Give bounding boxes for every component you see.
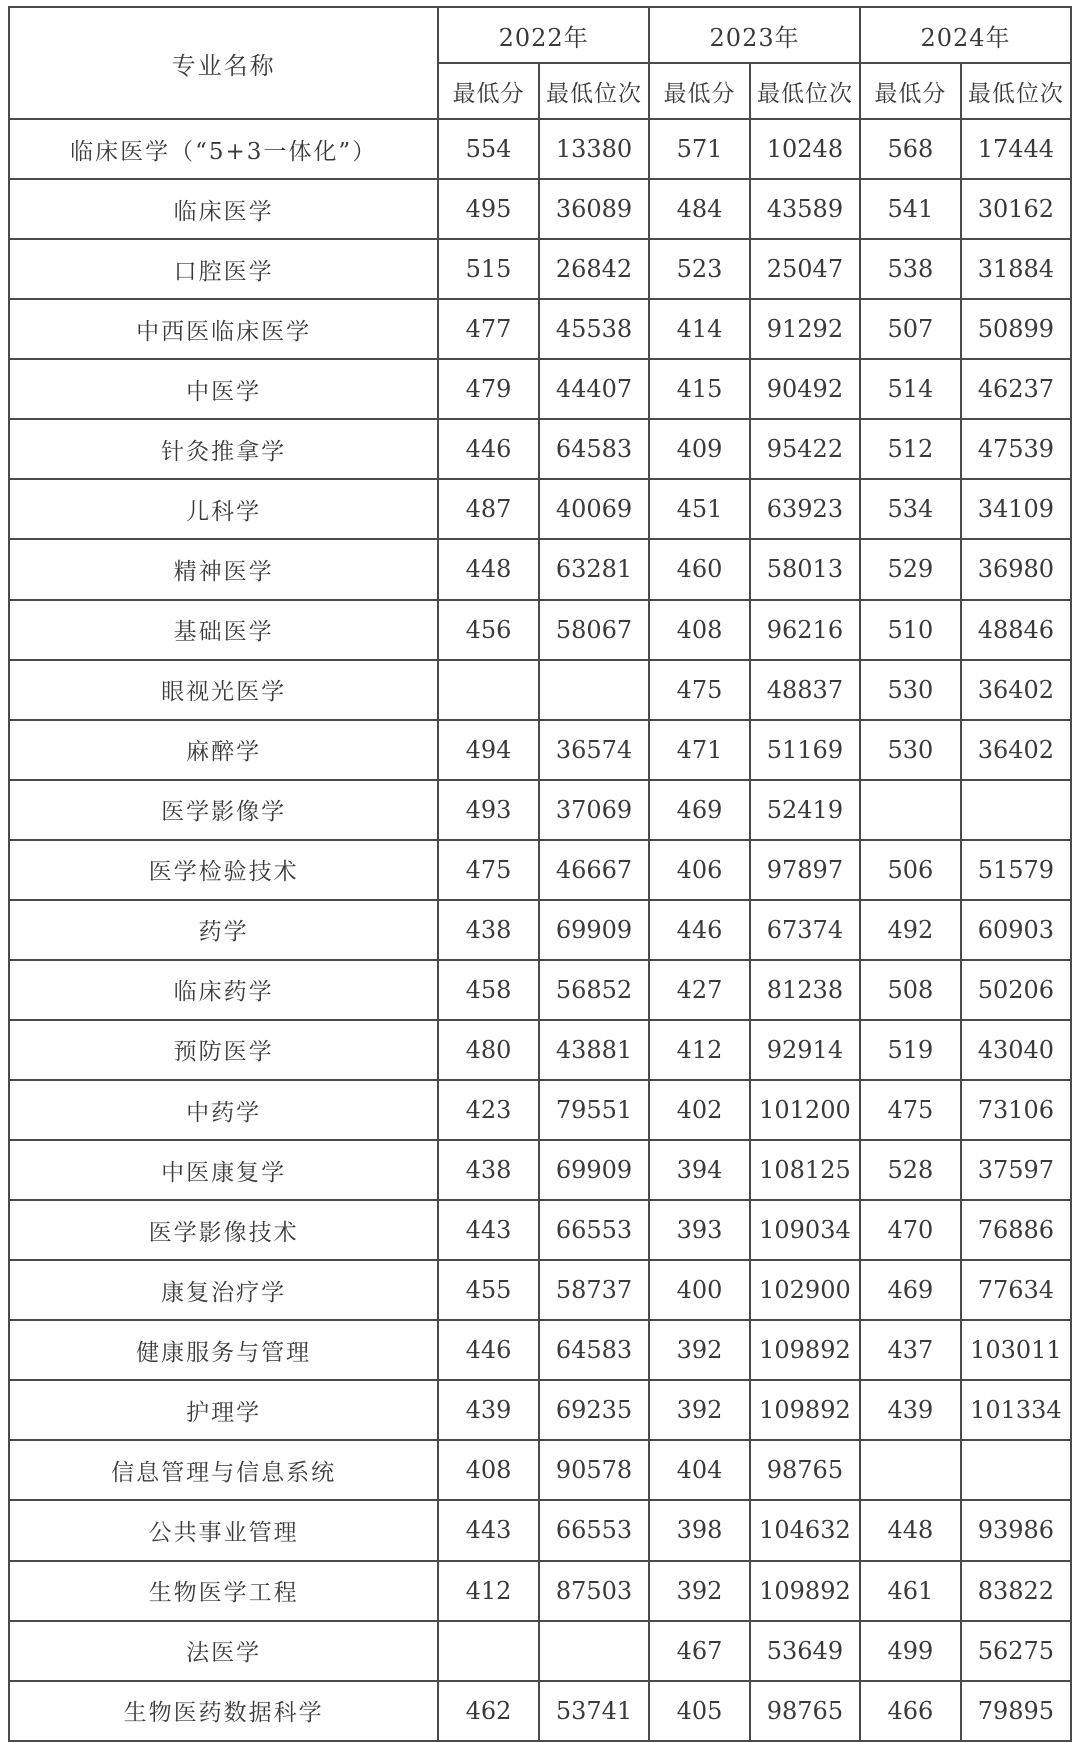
score-cell: 97897 <box>750 840 860 900</box>
score-cell: 101334 <box>961 1380 1071 1440</box>
score-cell: 91292 <box>750 299 860 359</box>
table-row <box>9 1380 1071 1440</box>
score-cell: 446 <box>438 419 539 479</box>
score-cell: 423 <box>438 1080 539 1140</box>
score-cell: 13380 <box>539 119 649 179</box>
table-row <box>9 1500 1071 1560</box>
score-cell: 470 <box>860 1200 961 1260</box>
major-name-cell: 麻醉学 <box>9 720 438 780</box>
score-cell: 90492 <box>750 359 860 419</box>
table-row <box>9 479 1071 539</box>
table-row <box>9 419 1071 479</box>
score-cell: 66553 <box>539 1200 649 1260</box>
table-row <box>9 600 1071 660</box>
score-cell: 408 <box>438 1440 539 1500</box>
score-cell: 519 <box>860 1020 961 1080</box>
score-cell: 51169 <box>750 720 860 780</box>
score-cell <box>961 1440 1071 1500</box>
min-rank-header: 最低位次 <box>961 63 1071 119</box>
score-cell: 477 <box>438 299 539 359</box>
score-cell: 475 <box>438 840 539 900</box>
score-cell: 484 <box>649 179 750 239</box>
score-cell: 409 <box>649 419 750 479</box>
score-cell: 506 <box>860 840 961 900</box>
table-row <box>9 1681 1071 1741</box>
major-name-cell: 公共事业管理 <box>9 1500 438 1560</box>
score-cell: 56275 <box>961 1621 1071 1681</box>
score-cell: 451 <box>649 479 750 539</box>
score-cell <box>438 1621 539 1681</box>
table-row <box>9 1561 1071 1621</box>
score-cell: 515 <box>438 239 539 299</box>
table-row <box>9 660 1071 720</box>
score-cell: 495 <box>438 179 539 239</box>
score-cell: 508 <box>860 960 961 1020</box>
score-cell: 479 <box>438 359 539 419</box>
min-rank-header: 最低位次 <box>539 63 649 119</box>
table-row <box>9 239 1071 299</box>
score-cell: 93986 <box>961 1500 1071 1560</box>
score-cell: 438 <box>438 900 539 960</box>
score-cell: 43881 <box>539 1020 649 1080</box>
score-cell: 36980 <box>961 539 1071 599</box>
score-cell: 392 <box>649 1561 750 1621</box>
major-name-cell: 健康服务与管理 <box>9 1320 438 1380</box>
score-cell: 25047 <box>750 239 860 299</box>
score-cell: 58067 <box>539 600 649 660</box>
score-cell: 448 <box>860 1500 961 1560</box>
score-cell: 63923 <box>750 479 860 539</box>
major-name-cell: 临床医学 <box>9 179 438 239</box>
score-cell: 81238 <box>750 960 860 1020</box>
score-cell: 487 <box>438 479 539 539</box>
score-cell: 45538 <box>539 299 649 359</box>
score-cell: 438 <box>438 1140 539 1200</box>
major-name-cell: 临床药学 <box>9 960 438 1020</box>
score-cell: 53741 <box>539 1681 649 1741</box>
major-name-cell: 医学影像技术 <box>9 1200 438 1260</box>
score-cell <box>860 1440 961 1500</box>
major-name-cell: 生物医学工程 <box>9 1561 438 1621</box>
score-cell: 52419 <box>750 780 860 840</box>
score-cell: 408 <box>649 600 750 660</box>
score-cell: 60903 <box>961 900 1071 960</box>
score-cell: 101200 <box>750 1080 860 1140</box>
score-cell: 439 <box>860 1380 961 1440</box>
score-cell: 400 <box>649 1260 750 1320</box>
table-row <box>9 1621 1071 1681</box>
score-cell: 455 <box>438 1260 539 1320</box>
score-cell: 466 <box>860 1681 961 1741</box>
score-cell: 492 <box>860 900 961 960</box>
score-cell: 392 <box>649 1320 750 1380</box>
score-cell: 36402 <box>961 720 1071 780</box>
score-cell: 523 <box>649 239 750 299</box>
major-name-cell: 儿科学 <box>9 479 438 539</box>
score-cell: 64583 <box>539 419 649 479</box>
score-cell: 69235 <box>539 1380 649 1440</box>
score-cell: 58737 <box>539 1260 649 1320</box>
score-cell: 437 <box>860 1320 961 1380</box>
min-score-header: 最低分 <box>438 63 539 119</box>
major-name-cell: 中医学 <box>9 359 438 419</box>
major-name-header: 专业名称 <box>9 7 438 119</box>
score-cell: 530 <box>860 660 961 720</box>
score-cell: 69909 <box>539 900 649 960</box>
table-row <box>9 840 1071 900</box>
score-cell: 415 <box>649 359 750 419</box>
score-cell: 30162 <box>961 179 1071 239</box>
score-cell: 50899 <box>961 299 1071 359</box>
score-cell: 103011 <box>961 1320 1071 1380</box>
table-row <box>9 299 1071 359</box>
score-cell <box>860 780 961 840</box>
table-row <box>9 179 1071 239</box>
score-cell: 394 <box>649 1140 750 1200</box>
major-name-cell: 预防医学 <box>9 1020 438 1080</box>
score-cell: 538 <box>860 239 961 299</box>
score-cell: 475 <box>649 660 750 720</box>
year-header-row <box>9 7 1071 63</box>
score-cell: 443 <box>438 1500 539 1560</box>
score-cell: 469 <box>860 1260 961 1320</box>
score-cell: 534 <box>860 479 961 539</box>
score-cell: 499 <box>860 1621 961 1681</box>
score-cell: 34109 <box>961 479 1071 539</box>
score-cell: 66553 <box>539 1500 649 1560</box>
score-cell: 90578 <box>539 1440 649 1500</box>
score-cell: 43589 <box>750 179 860 239</box>
major-name-cell: 口腔医学 <box>9 239 438 299</box>
table-row <box>9 900 1071 960</box>
score-cell: 47539 <box>961 419 1071 479</box>
score-cell: 58013 <box>750 539 860 599</box>
score-cell: 51579 <box>961 840 1071 900</box>
table-row <box>9 359 1071 419</box>
min-score-header: 最低分 <box>860 63 961 119</box>
score-cell: 44407 <box>539 359 649 419</box>
score-cell: 469 <box>649 780 750 840</box>
score-cell: 56852 <box>539 960 649 1020</box>
score-cell: 528 <box>860 1140 961 1200</box>
score-cell: 26842 <box>539 239 649 299</box>
table-row <box>9 1020 1071 1080</box>
table-row <box>9 1260 1071 1320</box>
score-cell: 50206 <box>961 960 1071 1020</box>
score-cell: 48837 <box>750 660 860 720</box>
score-cell: 446 <box>438 1320 539 1380</box>
score-cell: 460 <box>649 539 750 599</box>
score-cell: 514 <box>860 359 961 419</box>
score-cell: 10248 <box>750 119 860 179</box>
table-row <box>9 1140 1071 1200</box>
score-cell: 402 <box>649 1080 750 1140</box>
score-cell: 439 <box>438 1380 539 1440</box>
table-body <box>9 119 1071 1741</box>
major-name-cell: 基础医学 <box>9 600 438 660</box>
score-cell: 471 <box>649 720 750 780</box>
score-cell: 507 <box>860 299 961 359</box>
score-cell: 554 <box>438 119 539 179</box>
score-cell: 109034 <box>750 1200 860 1260</box>
score-cell: 392 <box>649 1380 750 1440</box>
score-cell: 404 <box>649 1440 750 1500</box>
score-cell: 67374 <box>750 900 860 960</box>
score-cell: 102900 <box>750 1260 860 1320</box>
major-name-cell: 临床医学（“5+3一体化”） <box>9 119 438 179</box>
score-cell: 571 <box>649 119 750 179</box>
table-header <box>9 7 1071 119</box>
score-cell: 480 <box>438 1020 539 1080</box>
score-cell: 414 <box>649 299 750 359</box>
major-name-cell: 法医学 <box>9 1621 438 1681</box>
score-cell: 406 <box>649 840 750 900</box>
score-cell: 461 <box>860 1561 961 1621</box>
major-name-cell: 针灸推拿学 <box>9 419 438 479</box>
score-cell: 83822 <box>961 1561 1071 1621</box>
score-cell: 87503 <box>539 1561 649 1621</box>
score-cell: 462 <box>438 1681 539 1741</box>
score-cell: 510 <box>860 600 961 660</box>
score-cell: 109892 <box>750 1320 860 1380</box>
table-row <box>9 720 1071 780</box>
score-cell: 456 <box>438 600 539 660</box>
score-cell: 412 <box>649 1020 750 1080</box>
score-cell: 541 <box>860 179 961 239</box>
year-2022-header: 2022年 <box>438 7 649 63</box>
score-cell: 53649 <box>750 1621 860 1681</box>
score-cell: 31884 <box>961 239 1071 299</box>
score-cell: 98765 <box>750 1440 860 1500</box>
major-name-cell: 精神医学 <box>9 539 438 599</box>
score-cell: 92914 <box>750 1020 860 1080</box>
score-cell: 79551 <box>539 1080 649 1140</box>
score-cell: 448 <box>438 539 539 599</box>
score-cell: 76886 <box>961 1200 1071 1260</box>
major-name-cell: 中医康复学 <box>9 1140 438 1200</box>
major-name-cell: 生物医药数据科学 <box>9 1681 438 1741</box>
score-cell: 405 <box>649 1681 750 1741</box>
score-cell: 40069 <box>539 479 649 539</box>
score-cell: 398 <box>649 1500 750 1560</box>
score-cell: 77634 <box>961 1260 1071 1320</box>
table-row <box>9 1320 1071 1380</box>
score-cell <box>539 660 649 720</box>
score-cell: 512 <box>860 419 961 479</box>
score-cell: 568 <box>860 119 961 179</box>
score-cell <box>961 780 1071 840</box>
score-cell <box>438 660 539 720</box>
major-name-cell: 康复治疗学 <box>9 1260 438 1320</box>
score-cell: 79895 <box>961 1681 1071 1741</box>
table-row <box>9 1440 1071 1500</box>
score-cell: 393 <box>649 1200 750 1260</box>
table-row <box>9 1080 1071 1140</box>
table-row <box>9 119 1071 179</box>
score-cell: 475 <box>860 1080 961 1140</box>
major-name-cell: 药学 <box>9 900 438 960</box>
table-row <box>9 1200 1071 1260</box>
year-2023-header: 2023年 <box>649 7 860 63</box>
year-2024-header: 2024年 <box>860 7 1071 63</box>
score-cell: 46237 <box>961 359 1071 419</box>
major-name-cell: 医学检验技术 <box>9 840 438 900</box>
score-cell: 458 <box>438 960 539 1020</box>
score-cell: 493 <box>438 780 539 840</box>
score-cell: 109892 <box>750 1561 860 1621</box>
table-row <box>9 960 1071 1020</box>
score-cell: 37597 <box>961 1140 1071 1200</box>
score-cell: 108125 <box>750 1140 860 1200</box>
score-cell: 98765 <box>750 1681 860 1741</box>
admission-score-table <box>8 6 1072 1742</box>
score-cell: 95422 <box>750 419 860 479</box>
min-score-header: 最低分 <box>649 63 750 119</box>
score-cell: 63281 <box>539 539 649 599</box>
major-name-cell: 中药学 <box>9 1080 438 1140</box>
major-name-cell: 眼视光医学 <box>9 660 438 720</box>
score-cell: 17444 <box>961 119 1071 179</box>
major-name-cell: 医学影像学 <box>9 780 438 840</box>
score-cell: 104632 <box>750 1500 860 1560</box>
score-cell: 529 <box>860 539 961 599</box>
score-cell: 494 <box>438 720 539 780</box>
score-cell: 73106 <box>961 1080 1071 1140</box>
major-name-cell: 中西医临床医学 <box>9 299 438 359</box>
score-cell: 69909 <box>539 1140 649 1200</box>
table-row <box>9 539 1071 599</box>
score-cell: 48846 <box>961 600 1071 660</box>
score-cell: 36574 <box>539 720 649 780</box>
major-name-cell: 护理学 <box>9 1380 438 1440</box>
score-cell: 64583 <box>539 1320 649 1380</box>
score-cell: 36089 <box>539 179 649 239</box>
score-cell: 46667 <box>539 840 649 900</box>
score-cell <box>539 1621 649 1681</box>
major-name-cell: 信息管理与信息系统 <box>9 1440 438 1500</box>
score-cell: 443 <box>438 1200 539 1260</box>
score-cell: 37069 <box>539 780 649 840</box>
score-cell: 467 <box>649 1621 750 1681</box>
score-cell: 96216 <box>750 600 860 660</box>
score-cell: 109892 <box>750 1380 860 1440</box>
score-cell: 412 <box>438 1561 539 1621</box>
score-cell: 446 <box>649 900 750 960</box>
score-cell: 36402 <box>961 660 1071 720</box>
score-cell: 427 <box>649 960 750 1020</box>
score-cell: 530 <box>860 720 961 780</box>
score-cell: 43040 <box>961 1020 1071 1080</box>
min-rank-header: 最低位次 <box>750 63 860 119</box>
table-row <box>9 780 1071 840</box>
